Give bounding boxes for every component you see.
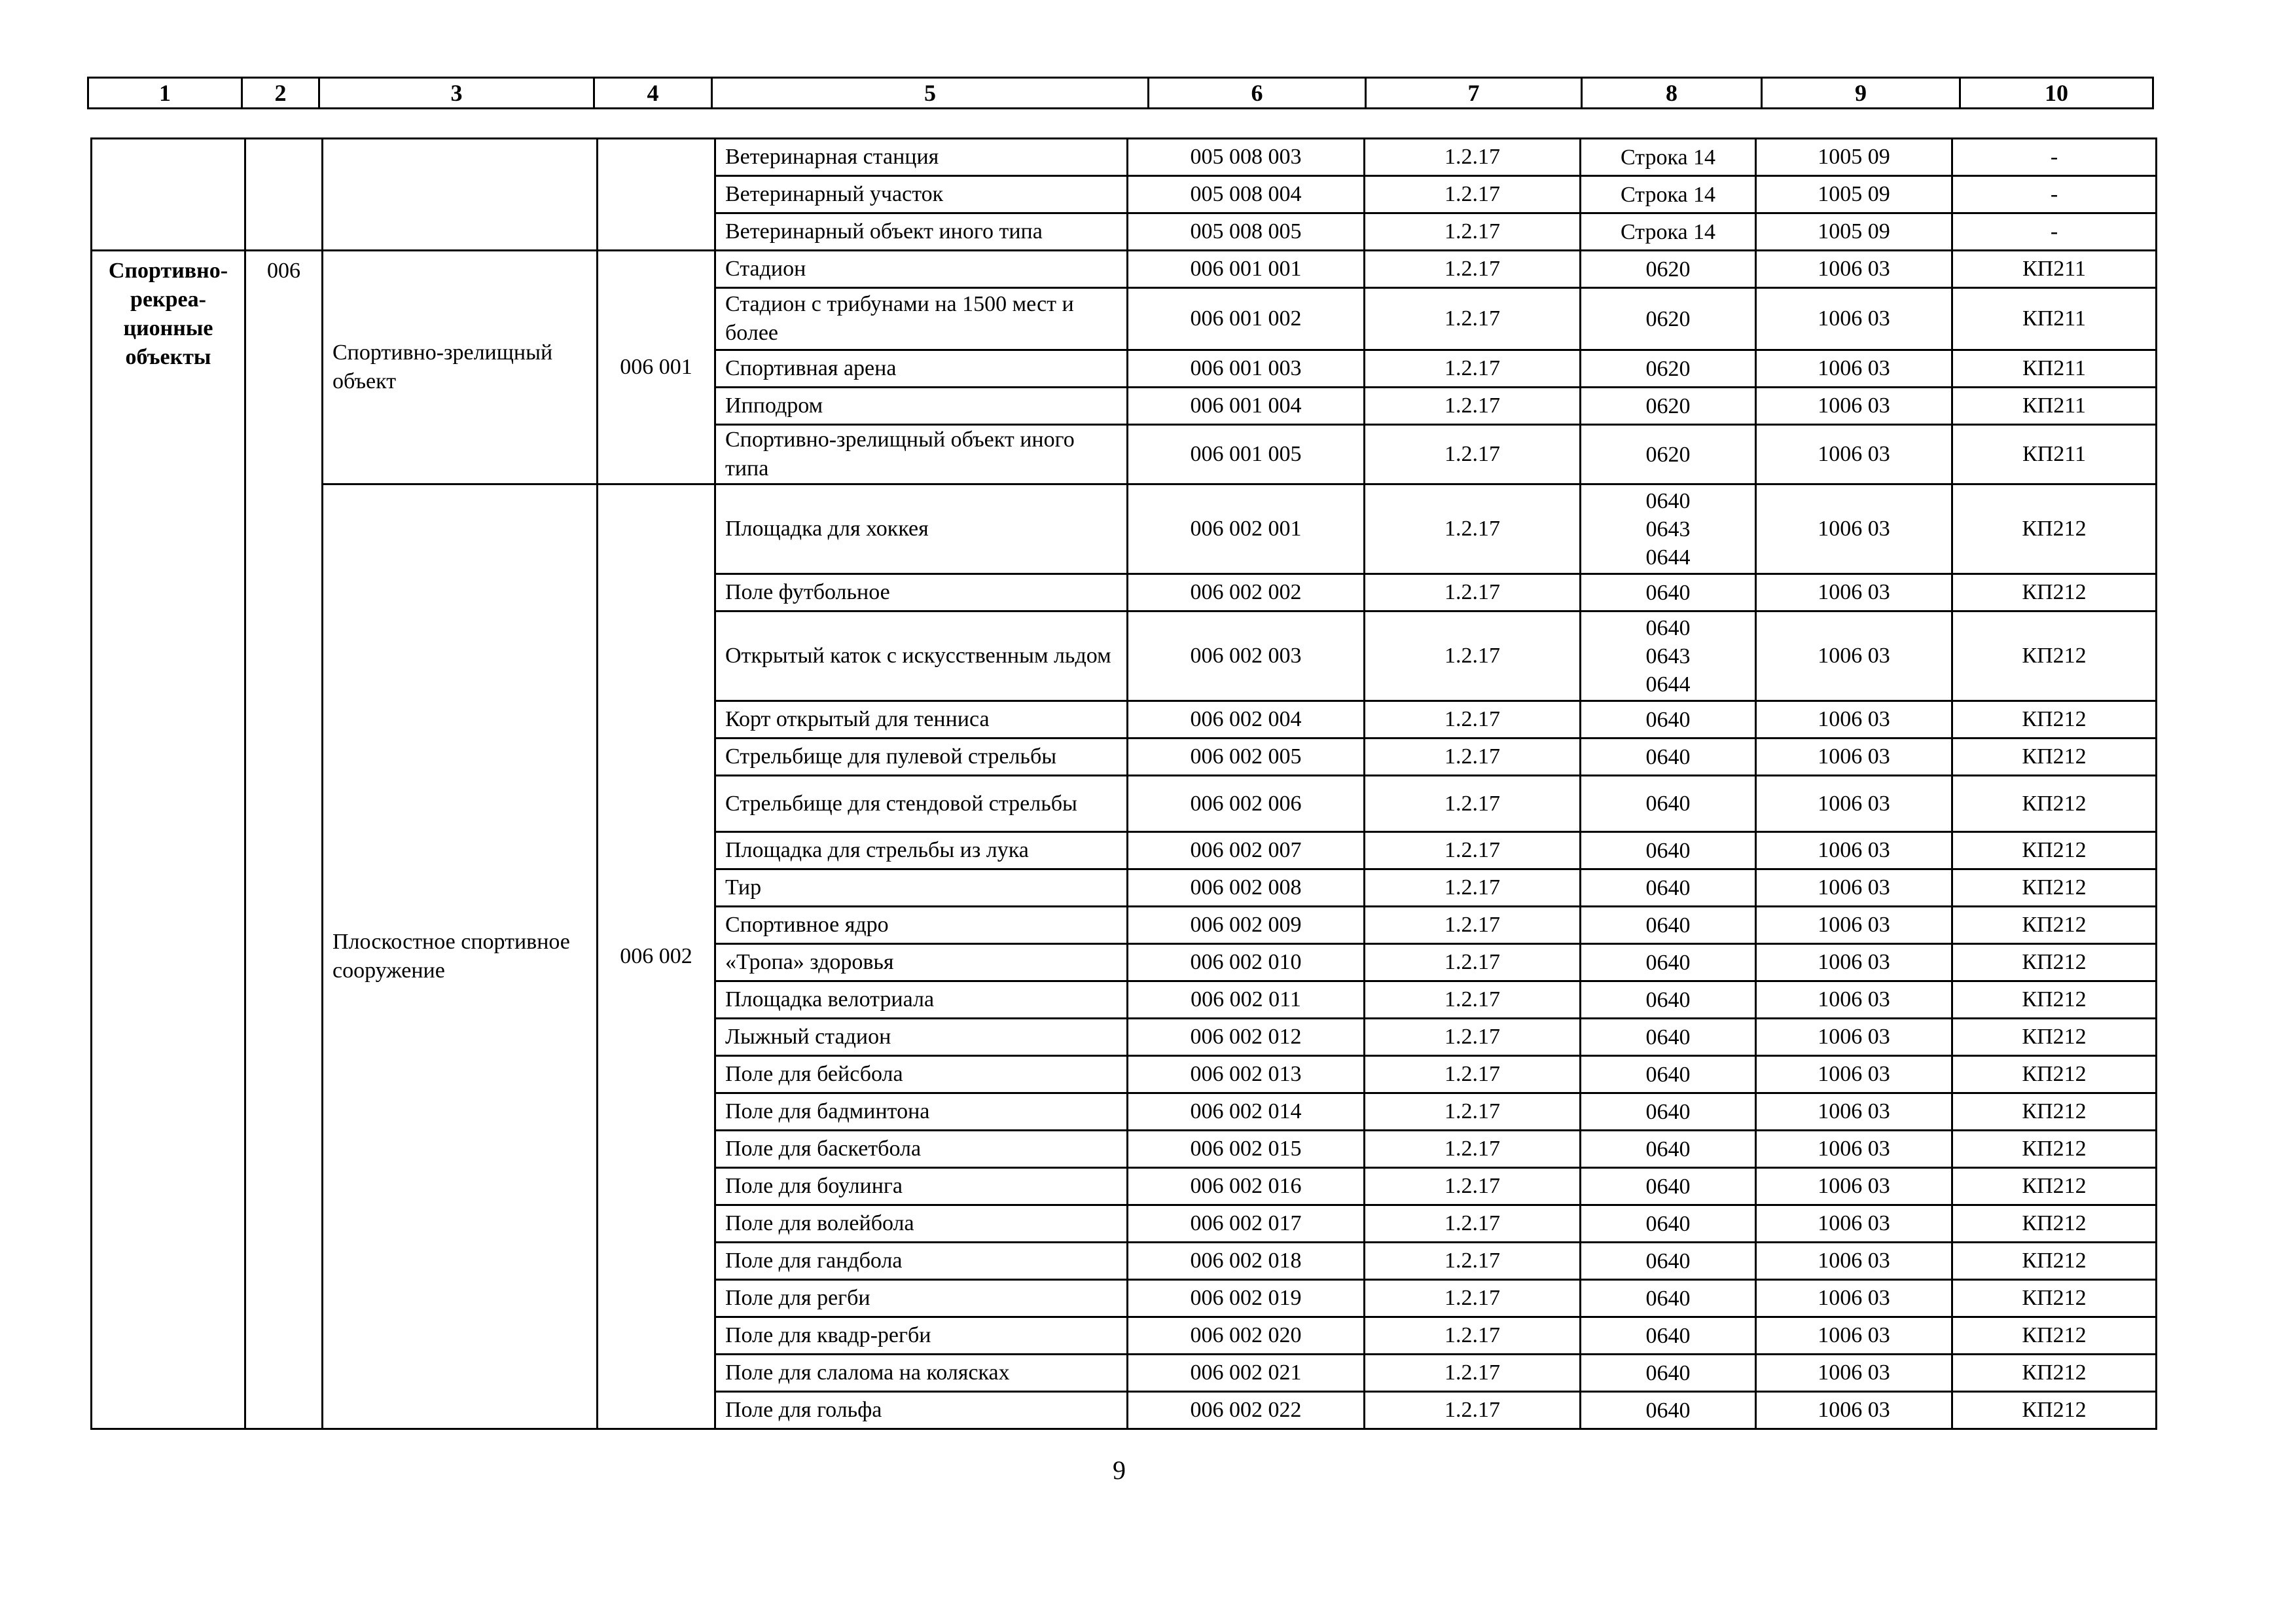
- object-name: Стадион: [715, 251, 1128, 288]
- object-code: 006 002 011: [1128, 981, 1365, 1019]
- section-ref: 1.2.17: [1365, 139, 1581, 176]
- kp-code: КП212: [1952, 1205, 2157, 1243]
- function-code: 1006 03: [1756, 388, 1952, 425]
- function-code: 1006 03: [1756, 350, 1952, 388]
- object-code: 006 002 005: [1128, 739, 1365, 776]
- column-number: 6: [1149, 78, 1366, 109]
- function-code: 1006 03: [1756, 1243, 1952, 1280]
- object-code: 006 001 003: [1128, 350, 1365, 388]
- kp-code: КП211: [1952, 350, 2157, 388]
- section-ref: 1.2.17: [1365, 869, 1581, 907]
- table-row: [92, 251, 2157, 288]
- kp-code: КП211: [1952, 251, 2157, 288]
- kp-code: КП212: [1952, 907, 2157, 944]
- object-name: Стадион с трибунами на 1500 мест и более: [715, 288, 1128, 350]
- object-code: 006 002 004: [1128, 701, 1365, 739]
- column-number-header: [87, 77, 2154, 109]
- line-code: 0640: [1581, 1019, 1756, 1056]
- object-name: Спортивно-зрелищный объект иного типа: [715, 425, 1128, 484]
- object-code: 005 008 003: [1128, 139, 1365, 176]
- kp-code: КП211: [1952, 388, 2157, 425]
- kp-code: КП211: [1952, 425, 2157, 484]
- object-name: Поле для гольфа: [715, 1392, 1128, 1429]
- line-code: 0640: [1581, 1131, 1756, 1168]
- line-code: 0640: [1581, 1093, 1756, 1131]
- object-name: Поле для волейбола: [715, 1205, 1128, 1243]
- function-code: 1006 03: [1756, 1019, 1952, 1056]
- function-code: 1006 03: [1756, 1355, 1952, 1392]
- kp-code: КП212: [1952, 944, 2157, 981]
- kp-code: КП212: [1952, 869, 2157, 907]
- object-name: Тир: [715, 869, 1128, 907]
- section-ref: 1.2.17: [1365, 484, 1581, 574]
- object-code: 006 001 002: [1128, 288, 1365, 350]
- function-code: 1006 03: [1756, 574, 1952, 611]
- object-name: Спортивное ядро: [715, 907, 1128, 944]
- subgroup-name: Плоскостное спортивное сооружение: [323, 484, 598, 1429]
- object-code: 006 002 007: [1128, 832, 1365, 869]
- page-number: 9: [1113, 1455, 1126, 1485]
- line-code: 0640: [1581, 1168, 1756, 1205]
- section-ref: 1.2.17: [1365, 1056, 1581, 1093]
- group-title: Спортивно-рекреа-ционные объекты: [92, 251, 245, 1429]
- kp-code: -: [1952, 213, 2157, 251]
- line-code: 0640: [1581, 776, 1756, 832]
- kp-code: КП212: [1952, 981, 2157, 1019]
- object-code: 006 001 004: [1128, 388, 1365, 425]
- column-number: 1: [88, 78, 242, 109]
- line-code: 0640: [1581, 1205, 1756, 1243]
- empty-cell: [323, 139, 598, 251]
- line-code: 0640: [1581, 869, 1756, 907]
- kp-code: КП212: [1952, 574, 2157, 611]
- object-name: Площадка для хоккея: [715, 484, 1128, 574]
- line-code: Строка 14: [1581, 176, 1756, 213]
- function-code: 1006 03: [1756, 1131, 1952, 1168]
- kp-code: КП212: [1952, 1355, 2157, 1392]
- function-code: 1006 03: [1756, 484, 1952, 574]
- section-ref: 1.2.17: [1365, 1205, 1581, 1243]
- classifier-table: [90, 137, 2157, 1430]
- column-number: 3: [319, 78, 594, 109]
- column-number: 4: [594, 78, 712, 109]
- column-number: 9: [1762, 78, 1960, 109]
- function-code: 1005 09: [1756, 139, 1952, 176]
- kp-code: КП212: [1952, 1019, 2157, 1056]
- object-code: 005 008 005: [1128, 213, 1365, 251]
- object-name: Поле для бейсбола: [715, 1056, 1128, 1093]
- function-code: 1006 03: [1756, 981, 1952, 1019]
- object-code: 006 002 021: [1128, 1355, 1365, 1392]
- object-name: Лыжный стадион: [715, 1019, 1128, 1056]
- kp-code: КП212: [1952, 1131, 2157, 1168]
- section-ref: 1.2.17: [1365, 574, 1581, 611]
- section-ref: 1.2.17: [1365, 739, 1581, 776]
- line-code: Строка 14: [1581, 139, 1756, 176]
- section-ref: 1.2.17: [1365, 907, 1581, 944]
- object-code: 006 002 016: [1128, 1168, 1365, 1205]
- kp-code: КП212: [1952, 1168, 2157, 1205]
- object-name: Корт открытый для тенниса: [715, 701, 1128, 739]
- object-name: Стрельбище для пулевой стрельбы: [715, 739, 1128, 776]
- object-code: 006 002 006: [1128, 776, 1365, 832]
- subgroup-code: 006 002: [598, 484, 715, 1429]
- empty-cell: [92, 139, 245, 251]
- column-number: 5: [712, 78, 1149, 109]
- object-name: Поле для слалома на колясках: [715, 1355, 1128, 1392]
- object-name: Стрельбище для стендовой стрельбы: [715, 776, 1128, 832]
- object-name: Открытый каток с искусственным льдом: [715, 611, 1128, 701]
- kp-code: КП212: [1952, 1392, 2157, 1429]
- object-name: Поле для бадминтона: [715, 1093, 1128, 1131]
- object-code: 006 001 001: [1128, 251, 1365, 288]
- object-name: Ипподром: [715, 388, 1128, 425]
- object-name: Поле для квадр-регби: [715, 1317, 1128, 1355]
- column-number: 2: [242, 78, 319, 109]
- object-code: 006 002 003: [1128, 611, 1365, 701]
- kp-code: КП212: [1952, 701, 2157, 739]
- kp-code: КП212: [1952, 1056, 2157, 1093]
- object-name: Поле для регби: [715, 1280, 1128, 1317]
- section-ref: 1.2.17: [1365, 1243, 1581, 1280]
- object-name: Ветеринарная станция: [715, 139, 1128, 176]
- object-code: 006 002 001: [1128, 484, 1365, 574]
- line-code: 0640: [1581, 1280, 1756, 1317]
- object-code: 006 002 014: [1128, 1093, 1365, 1131]
- function-code: 1006 03: [1756, 251, 1952, 288]
- line-code: 0640: [1581, 944, 1756, 981]
- function-code: 1006 03: [1756, 869, 1952, 907]
- section-ref: 1.2.17: [1365, 1093, 1581, 1131]
- subgroup-name: Спортивно-зрелищный объект: [323, 251, 598, 484]
- function-code: 1006 03: [1756, 288, 1952, 350]
- function-code: 1006 03: [1756, 944, 1952, 981]
- kp-code: КП211: [1952, 288, 2157, 350]
- kp-code: КП212: [1952, 484, 2157, 574]
- section-ref: 1.2.17: [1365, 611, 1581, 701]
- object-code: 006 002 022: [1128, 1392, 1365, 1429]
- kp-code: КП212: [1952, 832, 2157, 869]
- line-code: 0620: [1581, 388, 1756, 425]
- line-code: 0640: [1581, 907, 1756, 944]
- column-number: 8: [1582, 78, 1762, 109]
- object-code: 006 002 018: [1128, 1243, 1365, 1280]
- object-code: 006 001 005: [1128, 425, 1365, 484]
- section-ref: 1.2.17: [1365, 1168, 1581, 1205]
- line-code: 0640: [1581, 1243, 1756, 1280]
- function-code: 1006 03: [1756, 739, 1952, 776]
- function-code: 1006 03: [1756, 1317, 1952, 1355]
- section-ref: 1.2.17: [1365, 288, 1581, 350]
- object-name: Поле для баскетбола: [715, 1131, 1128, 1168]
- object-code: 006 002 010: [1128, 944, 1365, 981]
- line-code: 0620: [1581, 288, 1756, 350]
- group-code: 006: [245, 251, 323, 1429]
- function-code: 1006 03: [1756, 1168, 1952, 1205]
- line-code: 0640: [1581, 574, 1756, 611]
- function-code: 1006 03: [1756, 776, 1952, 832]
- kp-code: КП212: [1952, 1317, 2157, 1355]
- line-code: 0620: [1581, 425, 1756, 484]
- object-name: Площадка для стрельбы из лука: [715, 832, 1128, 869]
- function-code: 1006 03: [1756, 907, 1952, 944]
- function-code: 1006 03: [1756, 425, 1952, 484]
- object-name: Площадка велотриала: [715, 981, 1128, 1019]
- line-code: 0620: [1581, 350, 1756, 388]
- section-ref: 1.2.17: [1365, 944, 1581, 981]
- section-ref: 1.2.17: [1365, 1317, 1581, 1355]
- section-ref: 1.2.17: [1365, 832, 1581, 869]
- object-name: Поле футбольное: [715, 574, 1128, 611]
- kp-code: -: [1952, 176, 2157, 213]
- section-ref: 1.2.17: [1365, 388, 1581, 425]
- section-ref: 1.2.17: [1365, 981, 1581, 1019]
- object-name: Ветеринарный участок: [715, 176, 1128, 213]
- object-code: 005 008 004: [1128, 176, 1365, 213]
- table-body: [92, 139, 2157, 1429]
- object-code: 006 002 013: [1128, 1056, 1365, 1093]
- function-code: 1006 03: [1756, 1205, 1952, 1243]
- column-number: 10: [1960, 78, 2153, 109]
- line-code: 0640: [1581, 739, 1756, 776]
- function-code: 1006 03: [1756, 1093, 1952, 1131]
- section-ref: 1.2.17: [1365, 1392, 1581, 1429]
- empty-cell: [598, 139, 715, 251]
- line-code: 0640: [1581, 1317, 1756, 1355]
- section-ref: 1.2.17: [1365, 1355, 1581, 1392]
- line-code: Строка 14: [1581, 213, 1756, 251]
- object-code: 006 002 008: [1128, 869, 1365, 907]
- line-code: 0640: [1581, 701, 1756, 739]
- line-code: 0620: [1581, 251, 1756, 288]
- line-code: 0640: [1581, 981, 1756, 1019]
- table-row: [92, 484, 2157, 574]
- object-code: 006 002 017: [1128, 1205, 1365, 1243]
- subgroup-code: 006 001: [598, 251, 715, 484]
- function-code: 1006 03: [1756, 611, 1952, 701]
- object-name: Поле для гандбола: [715, 1243, 1128, 1280]
- line-code: 0640: [1581, 1355, 1756, 1392]
- object-name: Поле для боулинга: [715, 1168, 1128, 1205]
- object-code: 006 002 012: [1128, 1019, 1365, 1056]
- object-code: 006 002 019: [1128, 1280, 1365, 1317]
- object-code: 006 002 020: [1128, 1317, 1365, 1355]
- column-number: 7: [1366, 78, 1582, 109]
- kp-code: КП212: [1952, 611, 2157, 701]
- section-ref: 1.2.17: [1365, 1280, 1581, 1317]
- line-code: 0640: [1581, 1056, 1756, 1093]
- line-code: 0640 0643 0644: [1581, 611, 1756, 701]
- section-ref: 1.2.17: [1365, 176, 1581, 213]
- section-ref: 1.2.17: [1365, 425, 1581, 484]
- function-code: 1006 03: [1756, 832, 1952, 869]
- line-code: 0640: [1581, 1392, 1756, 1429]
- kp-code: КП212: [1952, 776, 2157, 832]
- object-code: 006 002 002: [1128, 574, 1365, 611]
- function-code: 1006 03: [1756, 701, 1952, 739]
- line-code: 0640: [1581, 832, 1756, 869]
- section-ref: 1.2.17: [1365, 701, 1581, 739]
- object-name: Ветеринарный объект иного типа: [715, 213, 1128, 251]
- function-code: 1006 03: [1756, 1392, 1952, 1429]
- function-code: 1005 09: [1756, 213, 1952, 251]
- section-ref: 1.2.17: [1365, 1131, 1581, 1168]
- object-name: «Тропа» здоровья: [715, 944, 1128, 981]
- object-name: Спортивная арена: [715, 350, 1128, 388]
- kp-code: КП212: [1952, 739, 2157, 776]
- section-ref: 1.2.17: [1365, 776, 1581, 832]
- object-code: 006 002 009: [1128, 907, 1365, 944]
- function-code: 1005 09: [1756, 176, 1952, 213]
- kp-code: КП212: [1952, 1243, 2157, 1280]
- kp-code: -: [1952, 139, 2157, 176]
- function-code: 1006 03: [1756, 1280, 1952, 1317]
- section-ref: 1.2.17: [1365, 213, 1581, 251]
- line-code: 0640 0643 0644: [1581, 484, 1756, 574]
- function-code: 1006 03: [1756, 1056, 1952, 1093]
- table-row: [92, 139, 2157, 176]
- section-ref: 1.2.17: [1365, 350, 1581, 388]
- object-code: 006 002 015: [1128, 1131, 1365, 1168]
- empty-cell: [245, 139, 323, 251]
- section-ref: 1.2.17: [1365, 1019, 1581, 1056]
- kp-code: КП212: [1952, 1093, 2157, 1131]
- section-ref: 1.2.17: [1365, 251, 1581, 288]
- kp-code: КП212: [1952, 1280, 2157, 1317]
